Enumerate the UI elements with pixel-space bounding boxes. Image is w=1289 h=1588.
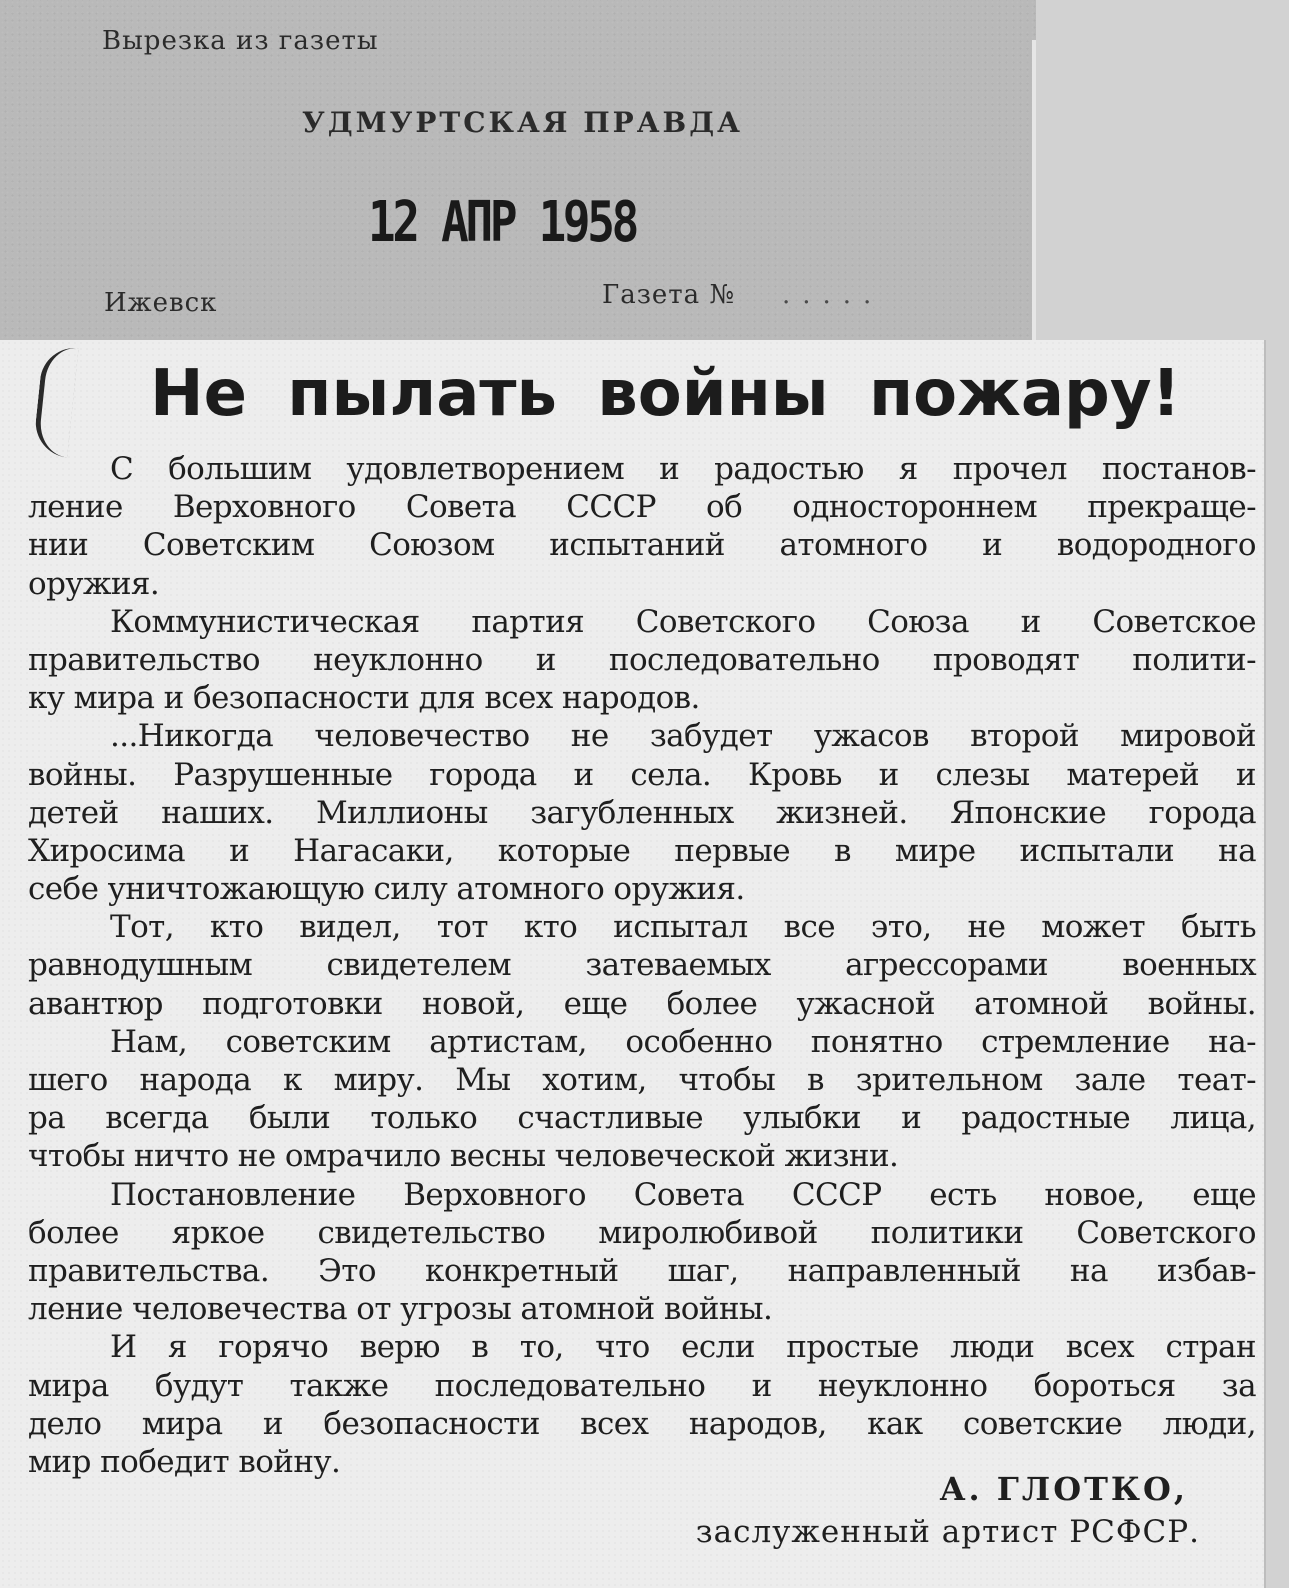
article-title: Не пылать войны пожару! [150, 357, 1181, 431]
article-line: равнодушным свидетелем затеваемых агрессорами военных [28, 947, 1256, 984]
article-line: ...Никогда человечество не забудет ужасов второй мировой [110, 718, 1256, 755]
article-line: войны. Разрушенные города и села. Кровь и слезы матерей и [28, 756, 1256, 793]
article-line: Нам, советским артистам, особенно понятно стремление на- [110, 1023, 1256, 1060]
article-line: мира будут также последовательно и неуклонно бороться за [28, 1367, 1256, 1404]
article-line: И я горячо верю в то, что если простые люди всех стран [110, 1329, 1256, 1366]
author-name: А. ГЛОТКО, [939, 1470, 1188, 1508]
article-line: Тот, кто видел, тот кто испытал все это, не может быть [110, 909, 1256, 946]
article-line: шего народа к миру. Мы хотим, чтобы в зрительном зале теат- [28, 1062, 1256, 1098]
date-stamp: 12 АПР 1958 [368, 190, 637, 255]
article-line: С большим удовлетворением и радостью я прочел постанов- [110, 451, 1256, 487]
newspaper-name: УДМУРТСКАЯ ПРАВДА [302, 106, 743, 139]
article-line: нии Советским Союзом испытаний атомного и водородного [28, 527, 1256, 564]
article-line: чтобы ничто не омрачило весны человеческой жизни. [28, 1138, 899, 1175]
card-edge [1032, 40, 1036, 350]
article-line: детей наших. Миллионы загубленных жизней. Японские города [28, 794, 1256, 831]
issue-label: Газета № [602, 280, 736, 310]
article-line: ление человечества от угрозы атомной войны. [28, 1291, 773, 1328]
article-line: ление Верховного Совета СССР об одностороннем прекраще- [28, 489, 1256, 526]
article-clipping [0, 340, 1264, 1588]
article-line: оружия. [28, 565, 160, 602]
clipping-from-label: Вырезка из газеты [102, 26, 379, 56]
article-line: правительства. Это конкретный шаг, направленный на избав- [28, 1252, 1256, 1289]
article-line: авантюр подготовки новой, еще более ужасной атомной войны. [28, 985, 1256, 1022]
handwritten-bracket-mark [32, 344, 78, 457]
article-line: Хиросима и Нагасаки, которые первые в мире испытали на [28, 832, 1256, 869]
article-line: ку мира и безопасности для всех народов. [28, 680, 700, 717]
issue-number-dots: ..... [782, 280, 884, 310]
article-line: правительство неуклонно и последовательно проводят полити- [28, 641, 1256, 678]
city-label: Ижевск [104, 288, 218, 318]
article-line: более яркое свидетельство миролюбивой политики Советского [28, 1214, 1256, 1251]
article-line: дело мира и безопасности всех народов, как советские люди, [28, 1405, 1256, 1442]
article-line: Постановление Верховного Совета СССР есть новое, еще [110, 1176, 1256, 1213]
article-body [28, 450, 1256, 1481]
article-line: мир победит войну. [28, 1443, 341, 1480]
author-title: заслуженный артист РСФСР. [695, 1514, 1200, 1550]
clipping-label-card [0, 0, 1036, 350]
article-line: ра всегда были только счастливые улыбки и радостные лица, [28, 1100, 1256, 1137]
article-line: Коммунистическая партия Советского Союза и Советское [110, 603, 1256, 640]
article-line: себе уничтожающую силу атомного оружия. [28, 871, 745, 908]
